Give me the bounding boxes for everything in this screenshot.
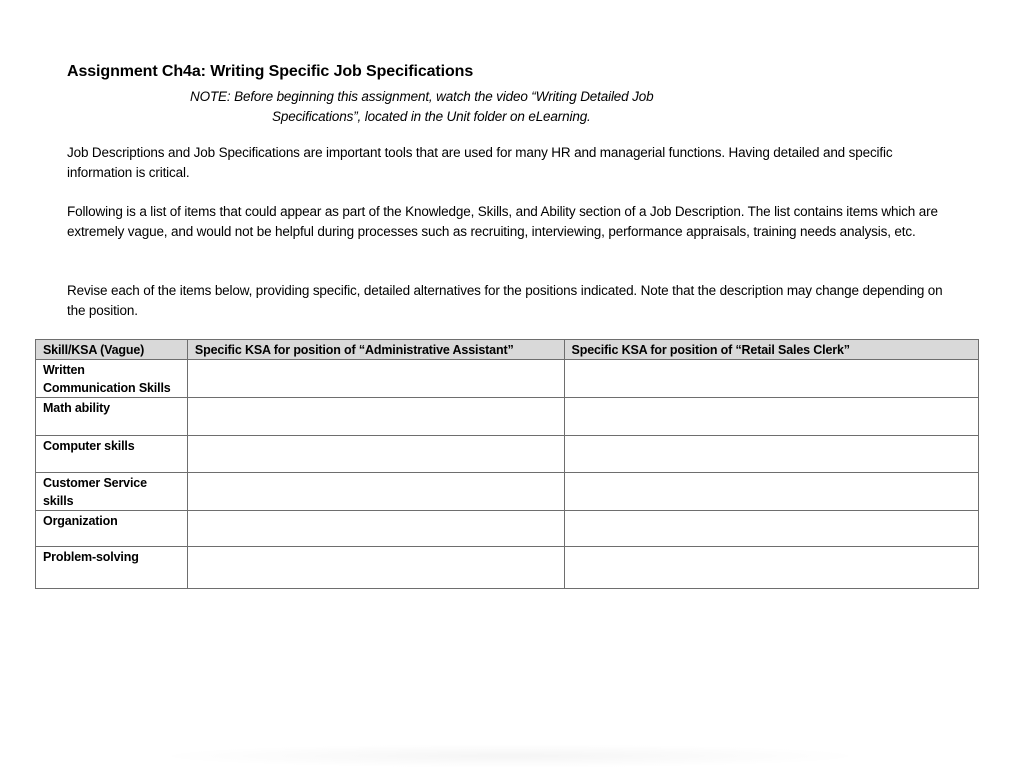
- skill-cell: Computer skills: [36, 436, 188, 473]
- ksa-table: [35, 339, 979, 589]
- admin-assistant-cell[interactable]: [187, 436, 564, 473]
- retail-clerk-cell[interactable]: [564, 398, 978, 436]
- retail-clerk-cell[interactable]: [564, 360, 978, 398]
- table-row: [36, 398, 979, 436]
- skill-cell: Math ability: [36, 398, 188, 436]
- note-line-1: NOTE: Before beginning this assignment, watch the video “Writing Detailed Job: [190, 89, 654, 104]
- table-row: [36, 473, 979, 511]
- table-row: [36, 547, 979, 589]
- admin-assistant-cell[interactable]: [187, 547, 564, 589]
- note-line-2: Specifications”, located in the Unit folder on eLearning.: [272, 108, 591, 124]
- table-row: [36, 360, 979, 398]
- table-row: [36, 436, 979, 473]
- instructions-paragraph: Revise each of the items below, providing specific, detailed alternatives for the positions indicated. Note that the description may change depending on the position.: [67, 283, 943, 318]
- retail-clerk-cell[interactable]: [564, 511, 978, 547]
- skill-cell: Written Communication Skills: [36, 360, 188, 398]
- retail-clerk-cell[interactable]: [564, 473, 978, 511]
- page-bottom-shadow: [150, 744, 870, 768]
- table-header-row: [36, 340, 979, 360]
- admin-assistant-cell[interactable]: [187, 511, 564, 547]
- assignment-title: Assignment Ch4a: Writing Specific Job Specifications: [67, 63, 474, 80]
- retail-clerk-cell[interactable]: [564, 547, 978, 589]
- admin-assistant-cell[interactable]: [187, 360, 564, 398]
- skill-cell: Organization: [36, 511, 188, 547]
- header-skill-vague: Skill/KSA (Vague): [36, 340, 188, 360]
- intro-paragraph: Job Descriptions and Job Specifications are important tools that are used for many HR and managerial functions. Having detailed and specific information is critical.: [67, 145, 893, 180]
- admin-assistant-cell[interactable]: [187, 473, 564, 511]
- list-description-paragraph: Following is a list of items that could appear as part of the Knowledge, Skills, and Ability section of a Job Description. The list contains items which are extremely vague, and would not be helpful during processes such as recruiting, interviewing, performance appraisals, training needs analysis, etc.: [67, 204, 938, 239]
- header-admin-assistant: Specific KSA for position of “Administrative Assistant”: [187, 340, 564, 360]
- table-row: [36, 511, 979, 547]
- admin-assistant-cell[interactable]: [187, 398, 564, 436]
- assignment-note: [190, 87, 720, 126]
- skill-cell: Customer Service skills: [36, 473, 188, 511]
- retail-clerk-cell[interactable]: [564, 436, 978, 473]
- header-retail-sales-clerk: Specific KSA for position of “Retail Sales Clerk”: [564, 340, 978, 360]
- skill-cell: Problem-solving: [36, 547, 188, 589]
